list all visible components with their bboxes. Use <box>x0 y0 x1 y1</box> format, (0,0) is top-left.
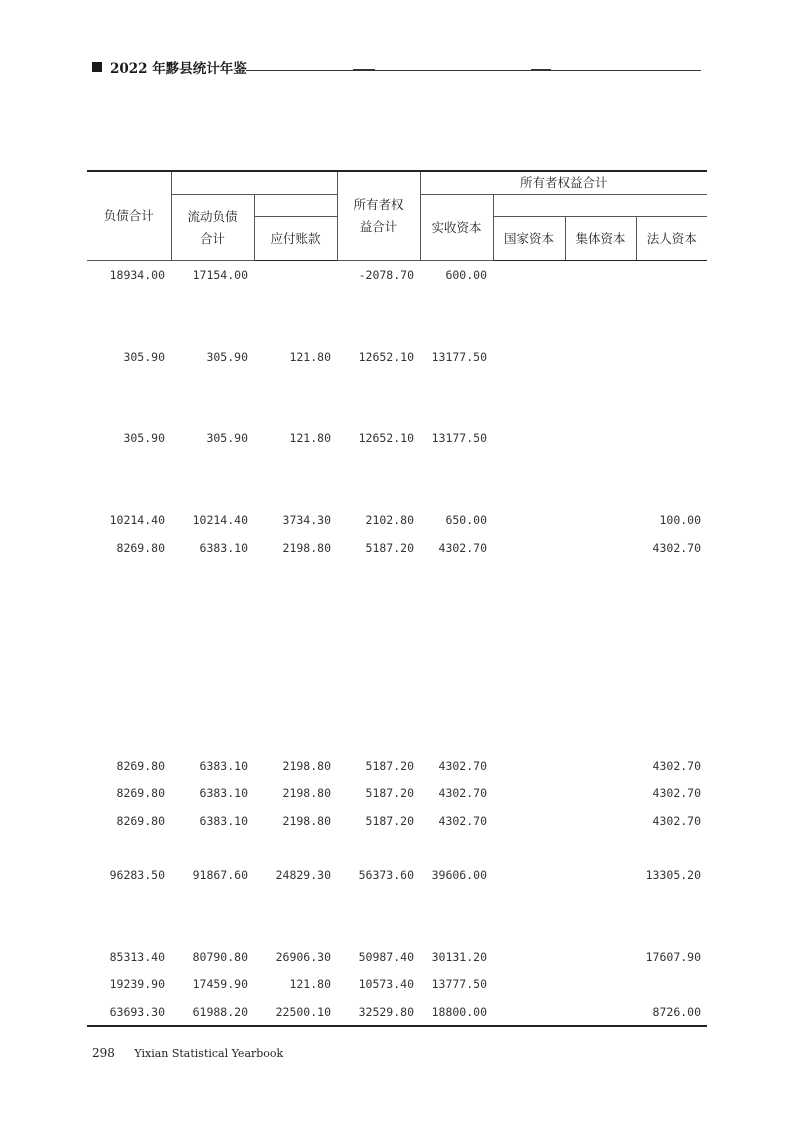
table-cell: 4302.70 <box>652 540 702 555</box>
table-cell: 121.80 <box>289 977 331 992</box>
header-spacer <box>254 195 337 217</box>
table-cell <box>254 479 337 506</box>
table-row <box>87 561 707 588</box>
table-row <box>87 616 707 643</box>
table-cell <box>493 889 565 916</box>
table-cell <box>565 725 636 752</box>
table-cell <box>337 916 420 943</box>
table-cell: 39606.00 <box>431 868 487 883</box>
header-spacer <box>171 171 337 195</box>
table-cell: 2198.80 <box>282 540 331 555</box>
publication-name: Yixian Statistical Yearbook <box>134 1047 284 1060</box>
table-cell: 13177.50 <box>431 431 487 446</box>
table-cell <box>254 288 337 315</box>
table-row <box>87 943 707 970</box>
table-cell: 4302.70 <box>438 813 487 828</box>
table-cell <box>493 425 565 452</box>
table-cell <box>636 589 707 616</box>
table-cell <box>254 452 337 479</box>
table-row <box>87 834 707 861</box>
table-cell: 4302.70 <box>652 758 702 773</box>
table-cell <box>493 725 565 752</box>
table-cell: 63693.30 <box>87 998 171 1026</box>
table-cell <box>420 916 493 943</box>
table-cell: 8726.00 <box>636 998 707 1026</box>
table-cell <box>171 397 254 424</box>
table-cell <box>420 834 493 861</box>
table-cell <box>493 807 565 834</box>
table-cell: 61988.20 <box>171 998 254 1026</box>
col-liabilities-total: 负债合计 <box>87 171 171 261</box>
table-cell <box>493 780 565 807</box>
table-cell <box>337 479 420 506</box>
table-cell <box>87 889 171 916</box>
table-cell <box>87 316 171 343</box>
table-cell <box>493 943 565 970</box>
table-cell: 10214.40 <box>109 513 165 528</box>
table-cell <box>171 452 254 479</box>
table-cell <box>493 916 565 943</box>
table-cell <box>87 452 171 479</box>
table-cell <box>337 643 420 670</box>
table-cell <box>337 288 420 315</box>
table-cell <box>636 561 707 588</box>
table-cell <box>87 670 171 697</box>
table-cell <box>565 534 636 561</box>
table-cell <box>565 589 636 616</box>
table-cell <box>87 479 171 506</box>
table-cell <box>171 589 254 616</box>
table-cell <box>87 725 171 752</box>
page-number: 298 <box>92 1046 115 1060</box>
table-cell <box>254 397 337 424</box>
table-cell: 121.80 <box>289 349 331 364</box>
col-group-owners-equity: 所有者权益合计 <box>420 171 707 195</box>
table-cell: 13177.50 <box>431 349 487 364</box>
table-cell: 85313.40 <box>109 950 165 965</box>
table-cell <box>87 589 171 616</box>
table-cell <box>171 316 254 343</box>
table-cell <box>420 698 493 725</box>
table-cell: 100.00 <box>659 513 702 528</box>
table-cell: 600.00 <box>445 267 487 282</box>
table-cell <box>493 698 565 725</box>
table-cell <box>420 670 493 697</box>
table-row <box>87 698 707 725</box>
table-cell: 4302.70 <box>652 786 702 801</box>
table-row <box>87 998 707 1026</box>
table-cell <box>493 670 565 697</box>
table-cell <box>420 889 493 916</box>
table-cell <box>171 643 254 670</box>
table-cell: 8269.80 <box>116 786 165 801</box>
table-cell <box>337 589 420 616</box>
table-cell <box>254 698 337 725</box>
table-cell <box>636 698 707 725</box>
statistics-table <box>87 170 707 1027</box>
table-cell: 305.90 <box>123 349 165 364</box>
rule-accent <box>353 69 375 71</box>
table-cell <box>337 397 420 424</box>
table-cell: 4302.70 <box>652 813 702 828</box>
table-cell <box>565 561 636 588</box>
table-cell <box>565 862 636 889</box>
table-cell <box>493 834 565 861</box>
table-cell <box>565 889 636 916</box>
table-cell: 12652.10 <box>358 431 414 446</box>
table-cell: 56373.60 <box>358 868 414 883</box>
table-cell <box>337 316 420 343</box>
table-cell <box>565 780 636 807</box>
table-cell <box>420 725 493 752</box>
table-row <box>87 807 707 834</box>
table-row <box>87 670 707 697</box>
table-cell <box>493 752 565 779</box>
table-cell: 18800.00 <box>420 998 493 1026</box>
table-row <box>87 752 707 779</box>
header-spacer <box>493 195 707 217</box>
table-cell <box>565 316 636 343</box>
table-body <box>87 261 707 1027</box>
table-cell <box>565 971 636 998</box>
table-header <box>87 171 707 261</box>
col-corporate-capital: 法人资本 <box>636 217 707 261</box>
table-cell: 26906.30 <box>275 950 331 965</box>
running-header <box>92 57 247 77</box>
table-cell <box>337 670 420 697</box>
table-cell <box>337 561 420 588</box>
table-cell <box>171 670 254 697</box>
table-cell <box>493 370 565 397</box>
table-cell: 4302.70 <box>438 758 487 773</box>
table-row <box>87 862 707 889</box>
table-cell: 2102.80 <box>365 513 414 528</box>
table-cell <box>171 698 254 725</box>
table-cell <box>87 916 171 943</box>
table-cell <box>493 534 565 561</box>
table-cell <box>171 370 254 397</box>
table-cell <box>636 316 707 343</box>
table-cell <box>565 834 636 861</box>
table-cell <box>493 507 565 534</box>
table-cell <box>254 916 337 943</box>
table-cell: 2198.80 <box>282 758 331 773</box>
col-state-capital: 国家资本 <box>493 217 565 261</box>
table-cell <box>87 616 171 643</box>
table-cell <box>565 752 636 779</box>
table-cell: 305.90 <box>123 431 165 446</box>
table-cell: 30131.20 <box>431 950 487 965</box>
table-cell <box>565 698 636 725</box>
table-cell: 17154.00 <box>192 267 248 282</box>
table-cell <box>171 288 254 315</box>
table-cell: 13305.20 <box>645 868 702 883</box>
table-cell <box>636 425 707 452</box>
table-cell: 13777.50 <box>431 977 487 992</box>
table-cell: 2198.80 <box>282 786 331 801</box>
header-rule <box>246 70 701 71</box>
table-cell <box>337 370 420 397</box>
table-cell <box>493 452 565 479</box>
table-cell: 6383.10 <box>199 758 248 773</box>
table-cell <box>254 261 337 289</box>
table-cell <box>636 370 707 397</box>
table-row <box>87 507 707 534</box>
table-cell <box>87 288 171 315</box>
table-cell <box>636 889 707 916</box>
table-cell: 5187.20 <box>365 813 414 828</box>
col-paid-in-capital: 实收资本 <box>420 195 493 261</box>
table-cell <box>565 807 636 834</box>
table-cell <box>565 943 636 970</box>
table-cell <box>493 561 565 588</box>
table-cell <box>420 452 493 479</box>
table-cell <box>171 561 254 588</box>
table-cell: -2078.70 <box>358 267 414 282</box>
table-cell <box>565 507 636 534</box>
table-cell: 24829.30 <box>275 868 331 883</box>
col-accounts-payable: 应付账款 <box>254 217 337 261</box>
square-bullet-icon <box>92 62 102 72</box>
table-cell <box>420 643 493 670</box>
col-collective-capital: 集体资本 <box>565 217 636 261</box>
table-cell <box>87 397 171 424</box>
table-cell: 5187.20 <box>365 758 414 773</box>
table-cell <box>254 643 337 670</box>
table-row <box>87 316 707 343</box>
table-cell: 2198.80 <box>282 813 331 828</box>
table-row <box>87 534 707 561</box>
col-current-liabilities: 流动负债合计 <box>171 195 254 261</box>
table-cell <box>565 643 636 670</box>
table-cell <box>420 561 493 588</box>
table-cell <box>636 916 707 943</box>
table-cell <box>636 834 707 861</box>
table-cell: 6383.10 <box>199 540 248 555</box>
table-cell: 17607.90 <box>645 950 702 965</box>
table-cell <box>420 616 493 643</box>
table-row <box>87 261 707 289</box>
table-cell <box>493 862 565 889</box>
table-cell: 18934.00 <box>109 267 165 282</box>
table-cell <box>493 397 565 424</box>
table-cell <box>636 670 707 697</box>
table-row <box>87 397 707 424</box>
table-cell <box>254 616 337 643</box>
table-cell: 8269.80 <box>116 813 165 828</box>
table-cell <box>420 589 493 616</box>
table-cell <box>565 452 636 479</box>
table-cell <box>87 698 171 725</box>
table-cell <box>493 288 565 315</box>
table-row <box>87 589 707 616</box>
table-cell <box>493 998 565 1026</box>
table-cell: 80790.80 <box>192 950 248 965</box>
table-cell <box>254 589 337 616</box>
table-cell <box>636 971 707 998</box>
table-cell: 10573.40 <box>358 977 414 992</box>
table-cell <box>636 397 707 424</box>
table-cell <box>337 616 420 643</box>
table-cell <box>337 698 420 725</box>
table-row <box>87 916 707 943</box>
table-cell: 8269.80 <box>116 758 165 773</box>
table-cell <box>493 643 565 670</box>
table-cell <box>565 616 636 643</box>
table-cell <box>254 725 337 752</box>
table-cell <box>420 370 493 397</box>
table-cell <box>171 725 254 752</box>
table-cell <box>171 616 254 643</box>
table-row <box>87 288 707 315</box>
table-row <box>87 643 707 670</box>
table-cell <box>254 889 337 916</box>
table-cell <box>254 834 337 861</box>
table-cell: 8269.80 <box>116 540 165 555</box>
table-cell <box>636 261 707 289</box>
table-cell <box>493 616 565 643</box>
table-cell <box>636 479 707 506</box>
page-footer <box>92 1046 283 1060</box>
table-cell: 22500.10 <box>254 998 337 1026</box>
table-cell <box>171 916 254 943</box>
table-cell: 305.90 <box>206 349 248 364</box>
table-cell <box>337 725 420 752</box>
table-cell <box>420 479 493 506</box>
yearbook-title: 2022 年黟县统计年鉴 <box>110 61 247 77</box>
table-cell <box>565 397 636 424</box>
table-cell: 5187.20 <box>365 786 414 801</box>
table-cell <box>87 370 171 397</box>
table-cell <box>254 370 337 397</box>
table-row <box>87 479 707 506</box>
table-cell <box>493 343 565 370</box>
table-cell: 4302.70 <box>438 786 487 801</box>
col-owners-equity: 所有者权益合计 <box>337 171 420 261</box>
table-cell: 10214.40 <box>192 513 248 528</box>
table-cell <box>420 397 493 424</box>
table-cell <box>493 261 565 289</box>
table-row <box>87 370 707 397</box>
table-cell: 6383.10 <box>199 813 248 828</box>
table-cell <box>565 670 636 697</box>
table-cell <box>636 452 707 479</box>
table-cell <box>171 889 254 916</box>
table-cell <box>565 425 636 452</box>
table-cell <box>565 343 636 370</box>
table-cell <box>636 616 707 643</box>
table-cell <box>420 288 493 315</box>
table-cell <box>565 479 636 506</box>
table-cell <box>254 670 337 697</box>
table-cell <box>87 834 171 861</box>
table-cell <box>171 479 254 506</box>
table-cell: 3734.30 <box>282 513 331 528</box>
table-cell <box>565 261 636 289</box>
table-cell <box>420 316 493 343</box>
table-cell: 121.80 <box>289 431 331 446</box>
table-cell <box>636 643 707 670</box>
table-cell: 650.00 <box>445 513 487 528</box>
table-cell <box>254 561 337 588</box>
table-cell <box>636 343 707 370</box>
table-cell <box>493 316 565 343</box>
table-cell <box>565 288 636 315</box>
table-row <box>87 452 707 479</box>
table-cell <box>337 452 420 479</box>
table-row <box>87 425 707 452</box>
table-row <box>87 343 707 370</box>
table-cell: 17459.90 <box>192 977 248 992</box>
table-cell: 91867.60 <box>192 868 248 883</box>
table-cell: 32529.80 <box>337 998 420 1026</box>
table-cell <box>493 971 565 998</box>
table-cell <box>565 998 636 1026</box>
table-cell: 5187.20 <box>365 540 414 555</box>
table-row <box>87 780 707 807</box>
table-cell <box>565 370 636 397</box>
rule-accent <box>531 69 551 71</box>
table-cell: 96283.50 <box>109 868 165 883</box>
table-cell: 19239.90 <box>109 977 165 992</box>
table-cell: 12652.10 <box>358 349 414 364</box>
table-cell: 305.90 <box>206 431 248 446</box>
table-cell <box>636 725 707 752</box>
table-cell <box>87 561 171 588</box>
table-cell: 50987.40 <box>358 950 414 965</box>
table-cell <box>493 589 565 616</box>
table-cell <box>87 643 171 670</box>
table-cell <box>493 479 565 506</box>
table-cell <box>254 316 337 343</box>
table-row <box>87 889 707 916</box>
table-cell <box>337 889 420 916</box>
table-cell <box>171 834 254 861</box>
table-cell <box>565 916 636 943</box>
table-row <box>87 725 707 752</box>
table-cell <box>337 834 420 861</box>
table-row <box>87 971 707 998</box>
table-cell: 6383.10 <box>199 786 248 801</box>
table-cell: 4302.70 <box>438 540 487 555</box>
table-cell <box>636 288 707 315</box>
